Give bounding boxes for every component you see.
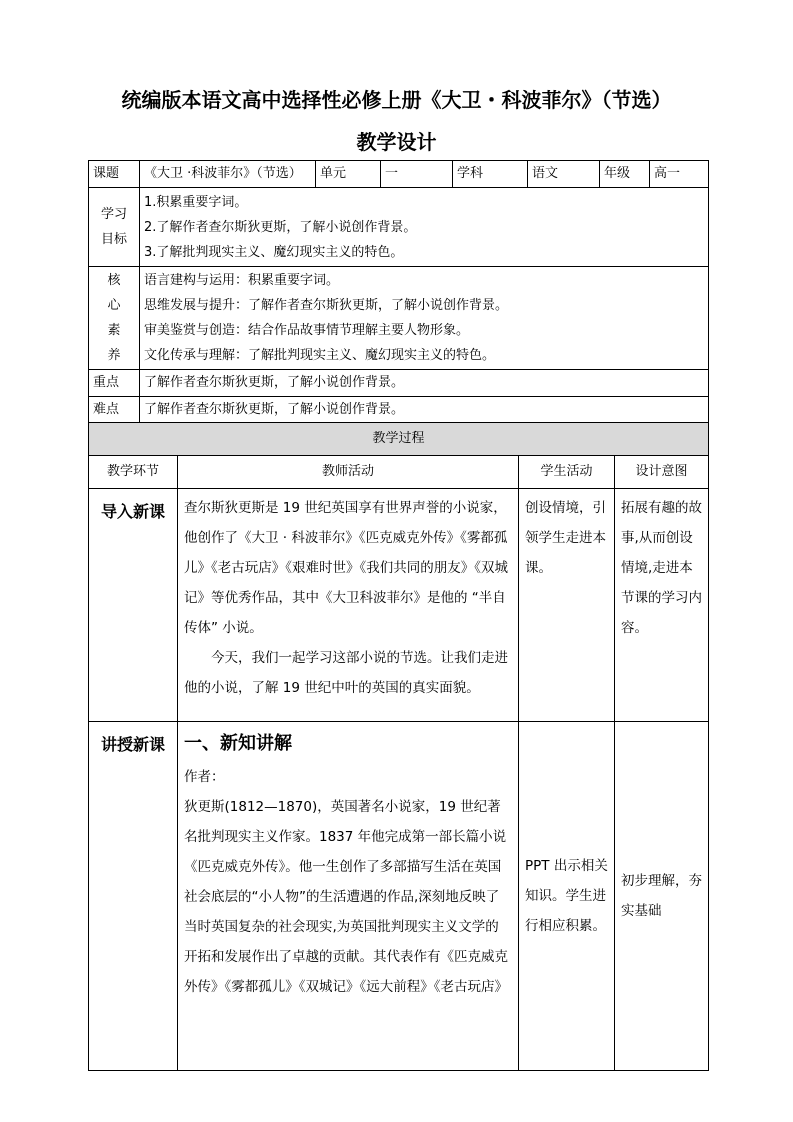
core-list <box>140 267 709 370</box>
intro-teacher-activity <box>178 489 519 722</box>
lesson-info-table <box>88 160 709 424</box>
key-point-text: 了解作者查尔斯狄更斯，了解小说创作背景。 <box>140 370 709 397</box>
key-point-row <box>89 370 709 397</box>
lecture-teacher-activity <box>178 722 519 1071</box>
difficulty-label: 难点 <box>89 397 140 424</box>
goal-item: 1.积累重要字词。 <box>144 194 248 210</box>
section-title: 一、新知讲解 <box>184 733 292 754</box>
process-header: 教学过程 <box>89 423 709 456</box>
intro-design-intent: 拓展有趣的故事,从而创设情境,走进本节课的学习内容。 <box>615 489 709 722</box>
info-row <box>89 161 709 188</box>
col-stage: 教学环节 <box>89 456 178 489</box>
subject-label: 学科 <box>453 161 528 188</box>
intro-paragraph-1: 查尔斯狄更斯是 19 世纪英国享有世界声誉的小说家，他创作了《大卫 · 科波菲尔》《匹克威克外传》《雾都孤儿》《老古玩店》《艰难时世》《我们共同的朋友》《双城记》等优秀作品，其中《大卫科波菲尔》是他的 “半自传体” 小说。 <box>184 500 508 636</box>
author-label: 作者： <box>184 769 225 785</box>
intro-paragraph-2: 今天，我们一起学习这部小说的节选。让我们走进他的小说，了解 19 世纪中叶的英国的真实面貌。 <box>184 650 508 696</box>
core-item: 思维发展与提升：了解作者查尔斯狄更斯，了解小说创作背景。 <box>144 298 509 313</box>
core-label: 核 心 素 养 <box>89 267 140 370</box>
goals-row <box>89 188 709 267</box>
lecture-row <box>89 722 709 1071</box>
col-design: 设计意图 <box>615 456 709 489</box>
goals-list <box>140 188 709 267</box>
document-subtitle: 教学设计 <box>356 130 437 154</box>
lecture-stage: 讲授新课 <box>89 722 178 1071</box>
goal-item: 2.了解作者查尔斯狄更斯，了解小说创作背景。 <box>144 219 417 235</box>
difficulty-row <box>89 397 709 424</box>
goal-item: 3.了解批判现实主义、魔幻现实主义的特色。 <box>144 244 404 260</box>
topic-value: 《大卫 ·科波菲尔》（节选） <box>140 161 316 188</box>
difficulty-text: 了解作者查尔斯狄更斯，了解小说创作背景。 <box>140 397 709 424</box>
subject-value: 语文 <box>528 161 600 188</box>
intro-student-activity: 创设情境，引领学生走进本课。 <box>519 489 615 722</box>
col-teacher: 教师活动 <box>178 456 519 489</box>
key-point-label: 重点 <box>89 370 140 397</box>
core-item: 文化传承与理解：了解批判现实主义、魔幻现实主义的特色。 <box>144 348 496 363</box>
intro-row <box>89 489 709 722</box>
process-header-row <box>89 423 709 456</box>
core-row <box>89 267 709 370</box>
core-item: 语言建构与运用：积累重要字词。 <box>144 273 340 288</box>
goals-label: 学习 目标 <box>89 188 140 267</box>
lecture-design-intent: 初步理解，夯实基础 <box>615 722 709 1071</box>
grade-label: 年级 <box>600 161 650 188</box>
topic-label: 课题 <box>89 161 140 188</box>
lecture-student-activity: PPT 出示相关知识。学生进行相应积累。 <box>519 722 615 1071</box>
col-student: 学生活动 <box>519 456 615 489</box>
unit-label: 单元 <box>316 161 381 188</box>
document-title: 统编版本语文高中选择性必修上册《大卫・科波菲尔》（节选） <box>121 88 672 112</box>
intro-stage: 导入新课 <box>89 489 178 722</box>
grade-value: 高一 <box>650 161 709 188</box>
column-header-row <box>89 456 709 489</box>
author-text: 狄更斯(1812—1870)，英国著名小说家，19 世纪著名批判现实主义作家。1837 年他完成第一部长篇小说《匹克威克外传》。他一生创作了多部描写生活在英国社会底层的“小人物”的生活遭遇的作品,深刻地反映了当时英国复杂的社会现实,为英国批判现实主义文学的开拓和发展作出了卓越的贡献。其代表作有《匹克威克外传》《雾都孤儿》《双城记》《远大前程》《老古玩店》 <box>184 799 508 995</box>
core-item: 审美鉴赏与创造：结合作品故事情节理解主要人物形象。 <box>144 323 470 338</box>
process-table <box>88 422 709 1071</box>
unit-value: 一 <box>381 161 453 188</box>
